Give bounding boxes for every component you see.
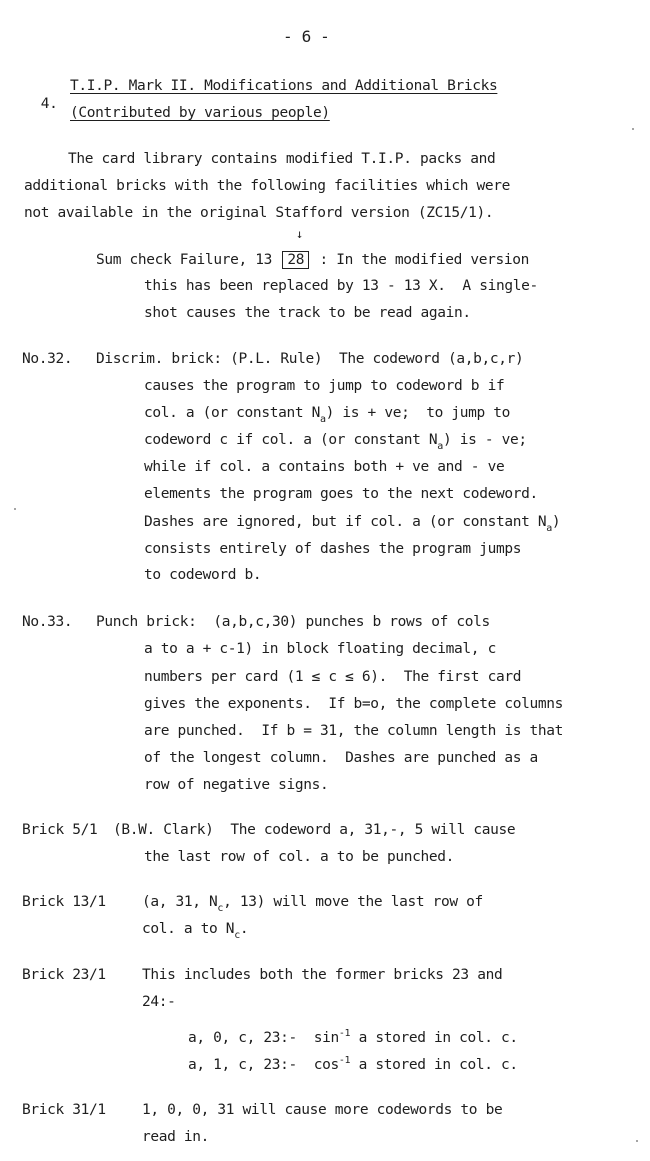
- no32-line-4-sub: a: [437, 441, 443, 452]
- section-heading: [24, 77, 58, 113]
- no32-line-7: [144, 513, 561, 534]
- sum-check-line-3: shot causes the track to be read again.: [144, 305, 471, 321]
- intro-line-3: not available in the original Stafford version (ZC15/1).: [24, 205, 494, 221]
- brick13-line-1: [142, 893, 483, 914]
- page-number: - 6 -: [283, 27, 330, 46]
- sum-check-text-b: : In the modified version: [311, 252, 529, 268]
- no33-line-1: Punch brick: (a,b,c,30) punches b rows of cols: [96, 614, 490, 630]
- brick5-line-2: the last row of col. a to be punched.: [144, 849, 455, 865]
- no32-line-2: causes the program to jump to codeword b if: [144, 378, 505, 394]
- no32-line-4: [144, 431, 527, 452]
- brick23-line-2: 24:-: [142, 994, 176, 1010]
- section-title: T.I.P. Mark II. Modifications and Additional Bricks: [70, 78, 498, 94]
- no33-line-2: a to a + c-1) in block floating decimal, c: [144, 641, 496, 657]
- sum-check-text-a: Sum check Failure, 13: [96, 252, 281, 268]
- brick23-formula-1-b: a stored in col. c.: [350, 1030, 518, 1046]
- no32-line-9: to codeword b.: [144, 567, 262, 583]
- no32-line-1: Discrim. brick: (P.L. Rule) The codeword (a,b,c,r): [96, 351, 524, 367]
- brick23-formula-2-sup: -1: [338, 1055, 351, 1066]
- sum-check-boxed-value: 28: [282, 251, 309, 269]
- brick13-line-1-b: , 13) will move the last row of: [223, 894, 483, 910]
- brick13-line-2-sub: c: [234, 930, 240, 941]
- sum-check-line-1: [96, 251, 529, 269]
- no33-label: No.33.: [22, 614, 73, 630]
- brick23-label: Brick 23/1: [22, 967, 106, 983]
- brick13-line-1-a: (a, 31, N: [142, 894, 218, 910]
- section-number: 4.: [40, 96, 58, 112]
- intro-line-1: The card library contains modified T.I.P. packs and: [68, 151, 496, 167]
- scan-speck: [14, 508, 16, 510]
- section-subtitle: (Contributed by various people): [70, 105, 330, 121]
- no32-line-5: while if col. a contains both + ve and - ve: [144, 459, 505, 475]
- brick5-label: Brick 5/1: [22, 822, 98, 838]
- brick23-formula-2: [188, 1056, 518, 1074]
- brick23-line-1: This includes both the former bricks 23 and: [142, 967, 503, 983]
- no32-line-6: elements the program goes to the next codeword.: [144, 486, 538, 502]
- no32-line-4-a: codeword c if col. a (or constant N: [144, 432, 438, 448]
- intro-line-2: additional bricks with the following facilities which were: [24, 178, 511, 194]
- no32-line-3-b: ) is + ve; to jump to: [325, 405, 511, 421]
- brick23-formula-2-b: a stored in col. c.: [350, 1057, 518, 1073]
- sum-check-line-2: this has been replaced by 13 - 13 X. A single-: [144, 278, 538, 294]
- no33-line-3: numbers per card (1 ≤ c ≤ 6). The first card: [144, 669, 522, 685]
- no32-line-7-sub: a: [546, 523, 552, 534]
- no33-line-7: row of negative signs.: [144, 777, 329, 793]
- no33-line-4: gives the exponents. If b=o, the complete columns: [144, 696, 563, 712]
- no32-label: No.32.: [22, 351, 73, 367]
- brick31-line-1: 1, 0, 0, 31 will cause more codewords to be: [142, 1102, 503, 1118]
- no32-line-7-a: Dashes are ignored, but if col. a (or constant N: [144, 514, 547, 530]
- no32-line-3-sub: a: [319, 414, 326, 425]
- brick23-formula-1: [188, 1029, 518, 1047]
- brick23-formula-2-a: a, 1, c, 23:- cos: [188, 1057, 339, 1073]
- brick31-line-2: read in.: [142, 1129, 210, 1145]
- down-arrow-icon: ↓: [296, 227, 303, 241]
- no32-line-7-b: ): [551, 514, 561, 530]
- no32-line-8: consists entirely of dashes the program jumps: [144, 541, 522, 557]
- brick13-label: Brick 13/1: [22, 894, 106, 910]
- brick13-line-2-b: .: [239, 921, 249, 937]
- brick13-line-2: [142, 920, 249, 941]
- brick13-line-2-a: col. a to N: [142, 921, 235, 937]
- no33-line-5: are punched. If b = 31, the column length is that: [144, 723, 563, 739]
- brick13-line-1-sub: c: [217, 903, 224, 914]
- brick23-formula-1-sup: -1: [338, 1028, 351, 1039]
- no33-line-6: of the longest column. Dashes are punched as a: [144, 750, 538, 766]
- no32-line-3-a: col. a (or constant N: [144, 405, 320, 421]
- no32-line-4-b: ) is - ve;: [442, 432, 527, 448]
- brick23-formula-1-a: a, 0, c, 23:- sin: [188, 1030, 339, 1046]
- brick31-label: Brick 31/1: [22, 1102, 106, 1118]
- no32-line-3: [144, 404, 511, 425]
- brick5-line-1: (B.W. Clark) The codeword a, 31,-, 5 will cause: [113, 822, 516, 838]
- scan-speck: [632, 128, 634, 130]
- scan-speck: [636, 1140, 638, 1142]
